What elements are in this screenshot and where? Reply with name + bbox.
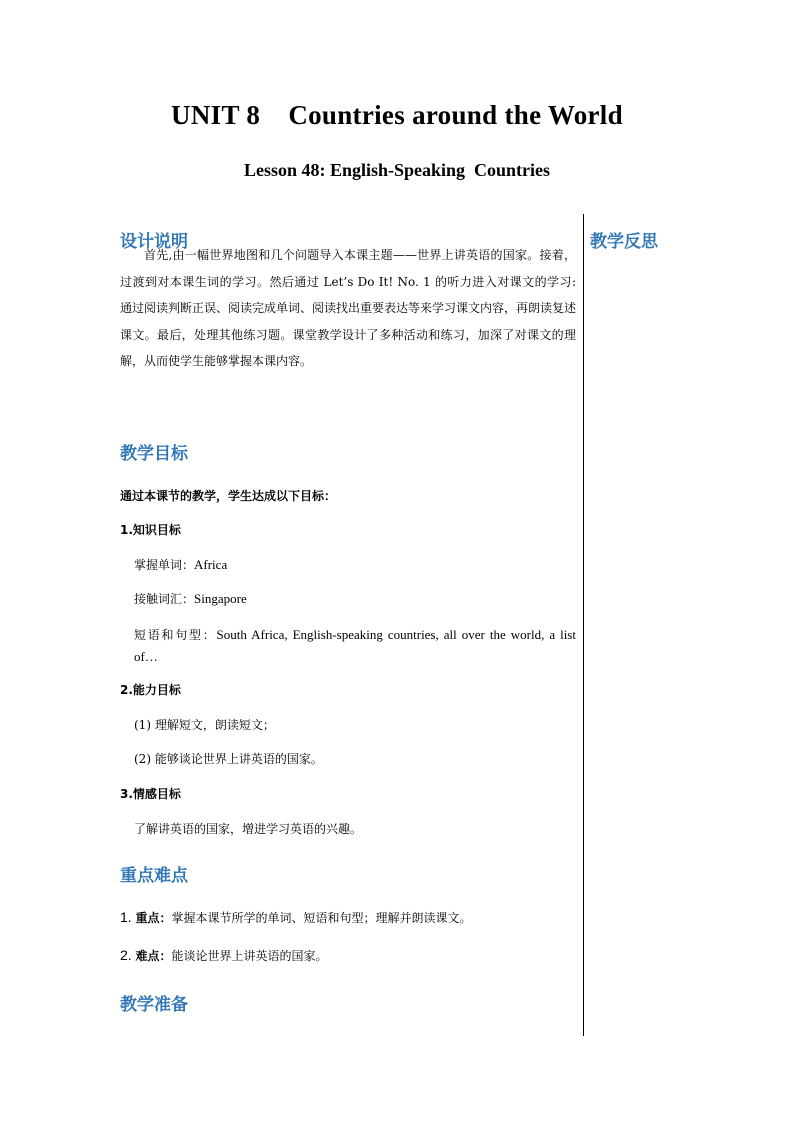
- keypoint-item-2: [120, 947, 328, 964]
- keypoint-2-number: 2.: [120, 947, 132, 963]
- emotion-item-1: 了解讲英语的国家，增进学习英语的兴趣。: [134, 822, 363, 836]
- keypoint-2-text: 能谈论世界上讲英语的国家。: [171, 949, 328, 963]
- contact-value: Singapore: [194, 591, 247, 606]
- phrases-label: 短语和句型：: [134, 628, 217, 642]
- phrases: [134, 624, 576, 668]
- keypoint-item-1: [120, 909, 472, 926]
- keypoint-2-label: 难点：: [135, 949, 172, 963]
- ability-item-1: (1) 理解短文，朗读短文；: [134, 718, 275, 732]
- preparation-heading: 教学准备: [120, 995, 188, 1015]
- emotion-heading: 3.情感目标: [120, 787, 181, 801]
- keypoint-1-text: 掌握本课节所学的单词、短语和句型；理解并朗读课文。: [171, 911, 472, 925]
- keypoints-heading: 重点难点: [120, 866, 188, 886]
- design-heading: 设计说明: [120, 232, 188, 252]
- knowledge-heading: 1.知识目标: [120, 523, 181, 537]
- master-value: Africa: [194, 557, 228, 572]
- contact-words: [134, 590, 247, 607]
- keypoint-1-number: 1.: [120, 909, 132, 925]
- goals-heading: 教学目标: [120, 444, 188, 464]
- master-words: [134, 556, 227, 573]
- lesson-subtitle: Lesson 48: English-Speaking Countries: [243, 160, 551, 180]
- keypoint-1-label: 重点：: [135, 911, 172, 925]
- page-title: UNIT 8 Countries around the World: [171, 100, 623, 130]
- column-divider: [583, 214, 584, 1036]
- design-paragraph: 首先,由一幅世界地图和几个问题导入本课主题——世界上讲英语的国家。接着，过渡到对本课生词的学习。然后通过 Let’s Do It! No. 1 的听力进入对课文的学习: 通过阅读判断正误、阅读完成单词、阅读找出重要表达等来学习课文内容，再朗读复述课文。最后，处理其他练习题。课堂教学设计了多种活动和练习，加深了对课文的理解，从而使学生能够掌握本课内容。: [120, 248, 577, 368]
- reflection-heading: 教学反思: [590, 232, 658, 252]
- ability-item-2: (2) 能够谈论世界上讲英语的国家。: [134, 752, 323, 766]
- ability-heading: 2.能力目标: [120, 683, 181, 697]
- phrases-value: South Africa, English-speaking countries, all over the world, a list of…: [134, 627, 576, 664]
- goals-intro: 通过本课节的教学，学生达成以下目标：: [120, 489, 337, 503]
- contact-label: 接触词汇：: [134, 592, 195, 606]
- master-label: 掌握单词：: [134, 558, 195, 572]
